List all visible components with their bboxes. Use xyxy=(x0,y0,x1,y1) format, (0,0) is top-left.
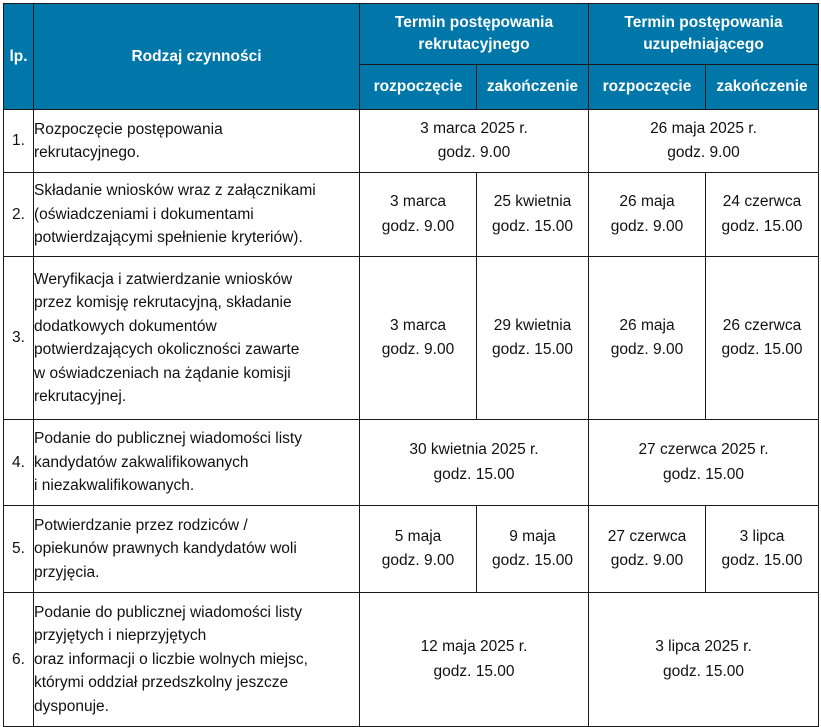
description-line: dysponuje. xyxy=(34,697,109,715)
header-uzu-start: rozpoczęcie xyxy=(589,65,706,110)
description-line: potwierdzającymi spełnienie kryteriów). xyxy=(34,229,303,247)
description-line: (oświadczeniami i dokumentami xyxy=(34,205,254,223)
term-hour: godz. 15.00 xyxy=(491,341,573,358)
header-uzupelniajace-line: Termin postępowania xyxy=(624,14,783,31)
term-date: 25 kwietnia xyxy=(493,193,572,210)
term-hour: godz. 15.00 xyxy=(662,662,744,680)
term-hour: godz. 15.00 xyxy=(491,217,573,235)
rek-end xyxy=(477,173,589,257)
uzu-term xyxy=(589,420,819,506)
term-date: 27 czerwca xyxy=(607,527,687,545)
header-uzupelniajace xyxy=(589,4,819,65)
table-row xyxy=(4,257,819,420)
uzu-end xyxy=(706,257,819,420)
header-row-top xyxy=(4,4,819,65)
uzu-end xyxy=(706,173,819,257)
term-hour: godz. 15.00 xyxy=(662,465,744,483)
uzu-end xyxy=(706,506,819,593)
term-date: 26 maja xyxy=(619,316,675,334)
term-hour: godz. 9.00 xyxy=(437,144,511,161)
description-line: Rozpoczęcie postępowania xyxy=(34,120,223,138)
uzu-start xyxy=(589,257,706,420)
rek-start xyxy=(360,257,477,420)
term-hour: godz. 9.00 xyxy=(381,217,455,235)
uzu-term xyxy=(589,110,819,173)
row-number: 2. xyxy=(4,173,34,257)
description-line: dodatkowych dokumentów xyxy=(34,317,217,335)
header-lp: lp. xyxy=(4,4,34,110)
description-line: w oświadczeniach na żądanie komisji xyxy=(34,364,291,382)
header-uzupelniajace-line: uzupełniającego xyxy=(643,36,764,53)
term-hour: godz. 9.00 xyxy=(610,341,684,358)
rek-term xyxy=(360,110,589,173)
row-description xyxy=(34,110,360,173)
rek-start xyxy=(360,506,477,593)
header-rekrutacyjne-line: rekrutacyjnego xyxy=(418,36,530,53)
term-hour: godz. 9.00 xyxy=(381,341,455,358)
description-line: kandydatów zakwalifikowanych xyxy=(34,453,249,471)
rek-term xyxy=(360,593,589,727)
schedule-table xyxy=(3,3,819,727)
term-hour: godz. 15.00 xyxy=(721,552,803,569)
term-hour: godz. 9.00 xyxy=(610,552,684,569)
header-rek-end: zakończenie xyxy=(477,65,589,110)
description-line: opiekunów prawnych kandydatów woli xyxy=(34,540,297,558)
term-hour: godz. 9.00 xyxy=(381,552,455,569)
rek-end xyxy=(477,506,589,593)
term-date: 3 marca 2025 r. xyxy=(420,119,528,137)
table-row xyxy=(4,593,819,727)
row-number: 3. xyxy=(4,257,34,420)
description-line: przyjętych i nieprzyjętych xyxy=(34,627,207,645)
table-row xyxy=(4,420,819,506)
header-rekrutacyjne xyxy=(360,4,589,65)
row-description xyxy=(34,173,360,257)
term-date: 26 maja xyxy=(619,193,675,210)
description-line: Weryfikacja i zatwierdzanie wniosków xyxy=(34,270,293,288)
description-line: i niezakwalifikowanych. xyxy=(34,477,195,495)
row-number: 4. xyxy=(4,420,34,506)
term-date: 3 lipca 2025 r. xyxy=(655,638,752,655)
term-date: 24 czerwca xyxy=(722,193,802,210)
term-date: 3 marca xyxy=(390,193,446,210)
term-hour: godz. 15.00 xyxy=(433,662,515,680)
term-date: 12 maja 2025 r. xyxy=(420,638,528,655)
rek-start xyxy=(360,173,477,257)
row-number: 1. xyxy=(4,110,34,173)
description-line: Podanie do publicznej wiadomości listy xyxy=(34,430,302,448)
description-line: przyjęcia. xyxy=(34,563,100,581)
row-number: 6. xyxy=(4,593,34,727)
term-hour: godz. 9.00 xyxy=(610,217,684,235)
term-date: 26 czerwca xyxy=(722,316,802,334)
row-description xyxy=(34,506,360,593)
term-date: 26 maja 2025 r. xyxy=(650,119,757,137)
header-rodzaj: Rodzaj czynności xyxy=(34,4,360,110)
rek-end xyxy=(477,257,589,420)
table-row xyxy=(4,173,819,257)
term-hour: godz. 15.00 xyxy=(491,552,573,569)
uzu-start xyxy=(589,506,706,593)
term-hour: godz. 15.00 xyxy=(433,465,515,483)
description-line: przez komisję rekrutacyjną, składanie xyxy=(34,294,292,311)
row-description xyxy=(34,593,360,727)
term-hour: godz. 15.00 xyxy=(721,341,803,358)
uzu-term xyxy=(589,593,819,727)
table-row xyxy=(4,506,819,593)
description-line: rekrutacyjnej. xyxy=(34,388,127,405)
description-line: którymi oddział przedszkolny jeszcze xyxy=(34,674,289,692)
header-uzu-end: zakończenie xyxy=(706,65,819,110)
description-line: Potwierdzanie przez rodziców / xyxy=(34,516,248,534)
row-description xyxy=(34,420,360,506)
term-date: 3 lipca xyxy=(739,527,785,545)
row-description xyxy=(34,257,360,420)
header-rekrutacyjne-line: Termin postępowania xyxy=(394,14,554,31)
description-line: potwierdzających okoliczności zawarte xyxy=(34,341,300,358)
header-rek-start: rozpoczęcie xyxy=(360,65,477,110)
description-line: oraz informacji o liczbie wolnych miejsc, xyxy=(34,650,308,668)
term-date: 3 marca xyxy=(390,316,446,334)
table-row xyxy=(4,110,819,173)
term-date: 29 kwietnia xyxy=(493,316,572,334)
term-date: 30 kwietnia 2025 r. xyxy=(409,441,539,458)
row-number: 5. xyxy=(4,506,34,593)
term-date: 5 maja xyxy=(394,527,442,545)
term-date: 9 maja xyxy=(509,527,556,545)
description-line: rekrutacyjnego. xyxy=(34,144,140,161)
description-line: Podanie do publicznej wiadomości listy xyxy=(34,603,302,621)
rek-term xyxy=(360,420,589,506)
description-line: Składanie wniosków wraz z załącznikami xyxy=(34,182,316,200)
term-hour: godz. 9.00 xyxy=(667,144,740,161)
term-hour: godz. 15.00 xyxy=(721,217,803,235)
term-date: 27 czerwca 2025 r. xyxy=(638,441,769,458)
uzu-start xyxy=(589,173,706,257)
